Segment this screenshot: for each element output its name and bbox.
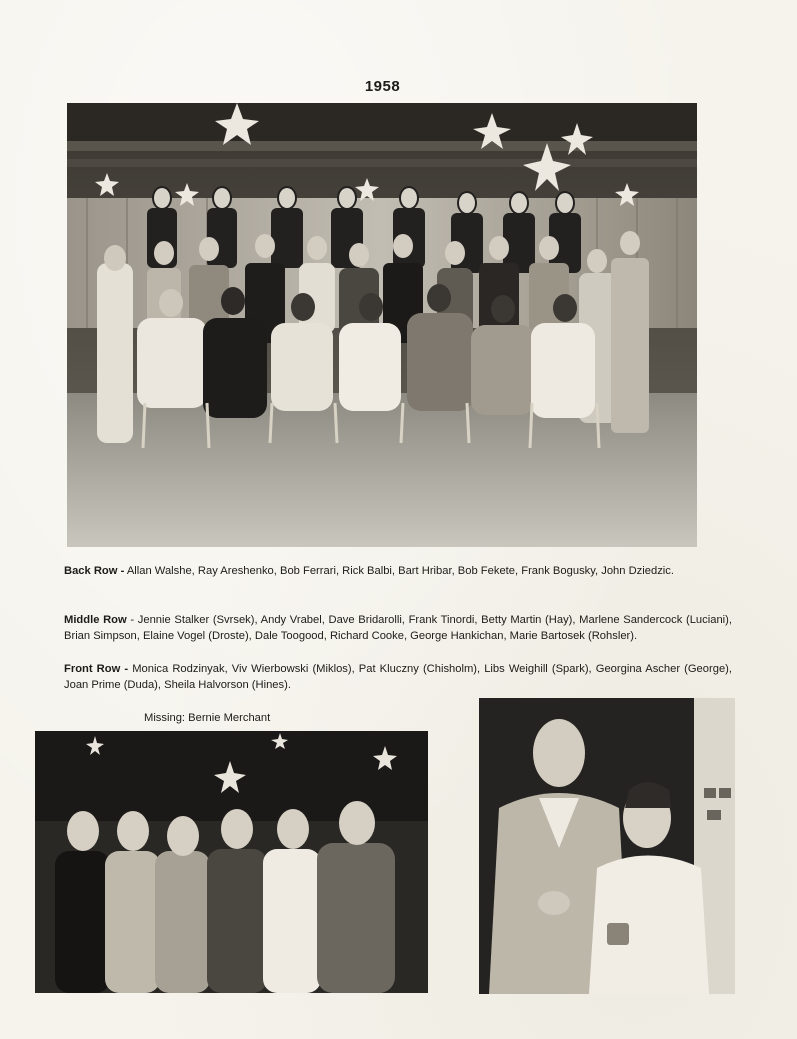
missing-note: Missing: Bernie Merchant — [144, 712, 271, 724]
caption-middle-row-names: - Jennie Stalker (Svrsek), Andy Vrabel, Dave Bridarolli, Frank Tinordi, Betty Martin (Hay), Marlene Sandercock (Luciani), Brian Simpson, Elaine Vogel (Droste), Dale Toogood, Richard Cooke, George Hankichan, Marie Bartosek (Rohsler). — [64, 614, 733, 642]
women-group-photo — [35, 731, 428, 993]
caption-back-row-names: Allan Walshe, Ray Areshenko, Bob Ferrari, Rick Balbi, Bart Hribar, Bob Fekete, Frank Bogusky, John Dziedzic. — [126, 565, 674, 577]
caption-front-row-names: Monica Rodzinyak, Viv Wierbowski (Miklos), Pat Kluczny (Chisholm), Libs Weighill (Spark), Georgina Ascher (George), Joan Prime (Duda), Sheila Halvorson (Hines). — [64, 663, 733, 691]
group-photo — [67, 103, 697, 547]
couple-photo — [479, 698, 735, 994]
page-title: 1958 — [364, 78, 401, 95]
caption-front-row — [64, 661, 732, 693]
caption-middle-row-label: Middle Row — [64, 614, 127, 626]
caption-middle-row — [64, 612, 732, 644]
caption-front-row-label: Front Row - — [64, 663, 129, 675]
caption-back-row — [64, 563, 732, 579]
caption-back-row-label: Back Row - — [64, 565, 125, 577]
